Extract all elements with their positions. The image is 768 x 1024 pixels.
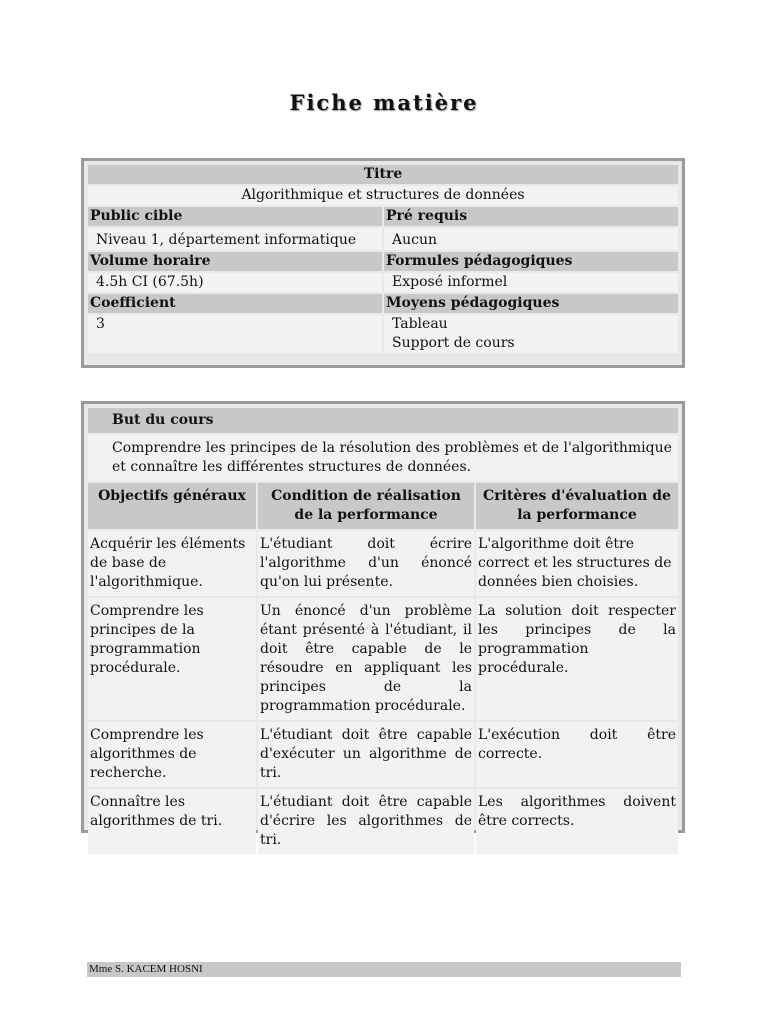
objectif-cell: Comprendre les principes de la programmation procédurale. [88, 598, 256, 720]
column-header-criteres: Critères d'évaluation de la performance [476, 483, 678, 529]
objectif-cell: Acquérir les éléments de base de l'algorithmique. [88, 531, 256, 596]
pre-requis-label: Pré requis [384, 207, 678, 226]
column-header-objectifs: Objectifs généraux [88, 483, 256, 529]
condition-cell: Un énoncé d'un problème étant présenté à l'étudiant, il doit être capable de le résoudre en appliquant les principes de la programmation procédurale. [258, 598, 474, 720]
pre-requis-value: Aucun [384, 228, 678, 250]
course-objectives-table [81, 401, 685, 848]
critere-cell: L'exécution doit être correcte. [476, 722, 678, 787]
titre-value: Algorithmique et structures de données [88, 186, 678, 205]
table-row [88, 789, 678, 854]
footer-author: Mme S. KACEM HOSNI [87, 962, 681, 977]
public-cible-label: Public cible [88, 207, 382, 226]
volume-horaire-value: 4.5h CI (67.5h) [88, 273, 382, 292]
formules-label: Formules pédagogiques [384, 252, 678, 271]
condition-cell: L'étudiant doit être capable d'exécuter un algorithme de tri. [258, 722, 474, 787]
column-header-condition: Condition de réalisation de la performance [258, 483, 474, 529]
critere-cell: La solution doit respecter les principes de la programmation procédurale. [476, 598, 678, 720]
condition-cell: L'étudiant doit être capable d'écrire les algorithmes de tri. [258, 789, 474, 854]
coefficient-label: Coefficient [88, 294, 382, 313]
moyens-item: Support de cours [392, 335, 515, 351]
titre-header: Titre [88, 165, 678, 184]
objectif-cell: Comprendre les algorithmes de recherche. [88, 722, 256, 787]
moyens-label: Moyens pédagogiques [384, 294, 678, 313]
objectif-cell: Connaître les algorithmes de tri. [88, 789, 256, 854]
moyens-values [384, 315, 678, 353]
condition-cell: L'étudiant doit écrire l'algorithme d'un énoncé qu'on lui présente. [258, 531, 474, 596]
table-row [88, 531, 678, 596]
critere-cell: L'algorithme doit être correct et les structures de données bien choisies. [476, 531, 678, 596]
but-du-cours-text: Comprendre les principes de la résolution des problèmes et de l'algorithmique et connaître les différentes structures de données. [88, 435, 678, 481]
table-row [88, 722, 678, 787]
volume-horaire-label: Volume horaire [88, 252, 382, 271]
public-cible-value: Niveau 1, département informatique [88, 228, 382, 250]
moyens-item: Tableau [392, 316, 448, 332]
coefficient-value: 3 [88, 315, 382, 353]
critere-cell: Les algorithmes doivent être corrects. [476, 789, 678, 854]
course-info-table [81, 158, 685, 368]
table-row [88, 598, 678, 720]
but-du-cours-label: But du cours [88, 408, 678, 433]
formules-value: Exposé informel [384, 273, 678, 292]
page-title: Fiche matière [289, 90, 479, 115]
